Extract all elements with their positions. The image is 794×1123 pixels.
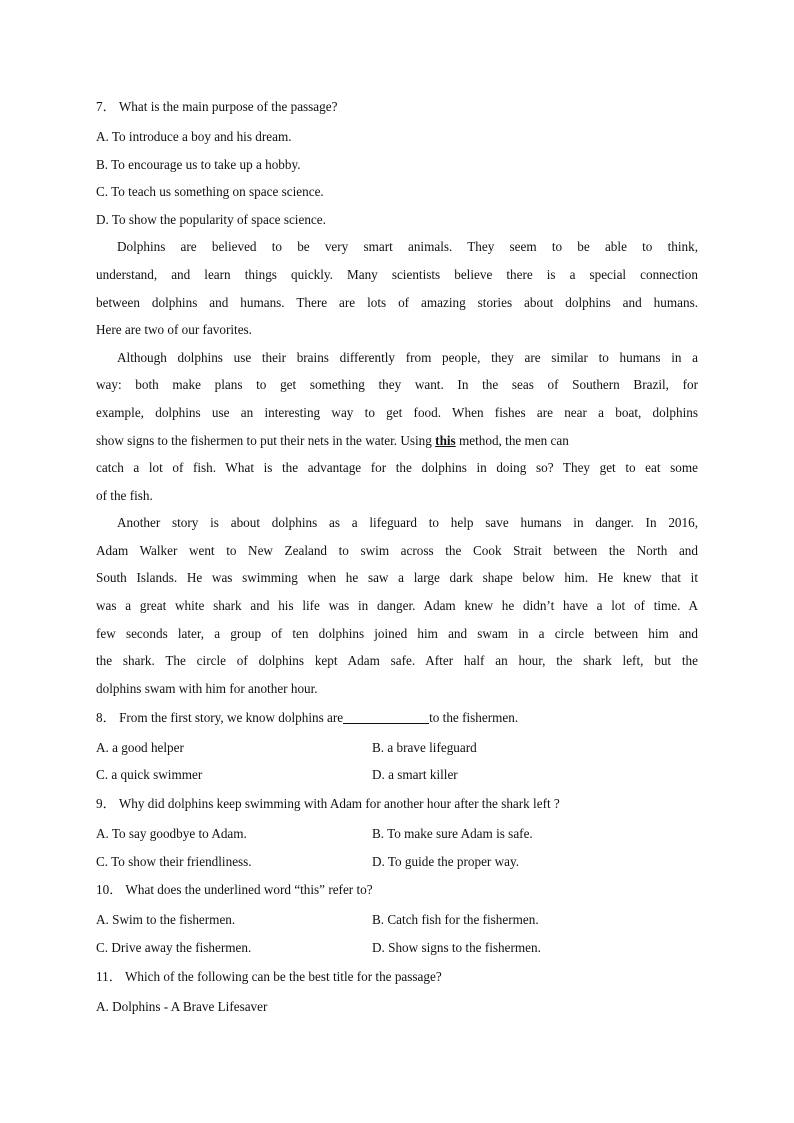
passage-p3-line2: Adam Walker went to New Zealand to swim across the Cook Strait between the North and <box>96 543 698 558</box>
q9-option-d: D. To guide the proper way. <box>372 854 520 869</box>
passage-p2-line4-start: show signs to the fishermen to put their nets in the water. Using <box>96 433 436 448</box>
q11-option-a: A. Dolphins - A Brave Lifesaver <box>96 999 268 1014</box>
q8-text-before: 8． From the first story, we know dolphins are <box>96 710 344 725</box>
q10-option-d: D. Show signs to the fishermen. <box>372 940 541 955</box>
passage-p2-line3: example, dolphins use an interesting way to get food. When fishes are near a boat, dolphins <box>96 405 698 420</box>
q9-option-a: A. To say goodbye to Adam. <box>96 826 247 841</box>
q8-option-c: C. a quick swimmer <box>96 767 203 782</box>
q10-option-c: C. Drive away the fishermen. <box>96 940 252 955</box>
passage-p3-line1: Another story is about dolphins as a lifeguard to help save humans in danger. In 2016, <box>117 515 698 530</box>
passage-p2-line5: catch a lot of fish. What is the advantage for the dolphins in doing so? They get to eat some <box>96 460 698 475</box>
passage-p1-line1: Dolphins are believed to be very smart animals. They seem to be able to think, <box>117 239 698 254</box>
passage-p1-line4: Here are two of our favorites. <box>96 322 252 337</box>
passage-p3-line6: the shark. The circle of dolphins kept Adam safe. After half an hour, the shark left, but the <box>96 653 698 668</box>
q10-option-a: A. Swim to the fishermen. <box>96 912 236 927</box>
q7-option-a: A. To introduce a boy and his dream. <box>96 129 292 144</box>
question-9: 9． Why did dolphins keep swimming with Adam for another hour after the shark left ? <box>96 796 560 811</box>
passage-p1-line2: understand, and learn things quickly. Many scientists believe there is a special connection <box>96 267 698 282</box>
q7-option-c: C. To teach us something on space science. <box>96 184 324 199</box>
underlined-word-this: this <box>435 433 456 448</box>
passage-p2-line4-end: method, the men can <box>455 433 569 448</box>
passage-p2-line6: of the fish. <box>96 488 153 503</box>
question-11: 11． Which of the following can be the best title for the passage? <box>96 969 442 984</box>
q8-text-after: to the fishermen. <box>429 710 519 725</box>
passage-p1-line3: between dolphins and humans. There are lots of amazing stories about dolphins and humans. <box>96 295 698 310</box>
q8-option-d: D. a smart killer <box>372 767 458 782</box>
q9-option-c: C. To show their friendliness. <box>96 854 252 869</box>
q10-option-b: B. Catch fish for the fishermen. <box>372 912 539 927</box>
passage-p3-line7: dolphins swam with him for another hour. <box>96 681 318 696</box>
q7-option-d: D. To show the popularity of space science. <box>96 212 326 227</box>
question-10: 10． What does the underlined word “this” refer to? <box>96 882 373 897</box>
answer-blank <box>343 711 429 724</box>
passage-p3-line4: was a great white shark and his life was in danger. Adam knew he didn’t have a lot of time. A <box>96 598 698 613</box>
question-8 <box>96 709 518 727</box>
passage-p2-line4 <box>96 432 569 450</box>
passage-p3-line3: South Islands. He was swimming when he saw a large dark shape below him. He knew that it <box>96 570 698 585</box>
passage-p2-line2: way: both make plans to get something they want. In the seas of Southern Brazil, for <box>96 377 698 392</box>
passage-p3-line5: few seconds later, a group of ten dolphins joined him and swam in a circle between him and <box>96 626 698 641</box>
q8-option-a: A. a good helper <box>96 740 184 755</box>
question-7: 7． What is the main purpose of the passage? <box>96 99 338 114</box>
q8-option-b: B. a brave lifeguard <box>372 740 477 755</box>
q9-option-b: B. To make sure Adam is safe. <box>372 826 533 841</box>
passage-p2-line1: Although dolphins use their brains differently from people, they are similar to humans in a <box>117 350 698 365</box>
q7-option-b: B. To encourage us to take up a hobby. <box>96 157 301 172</box>
